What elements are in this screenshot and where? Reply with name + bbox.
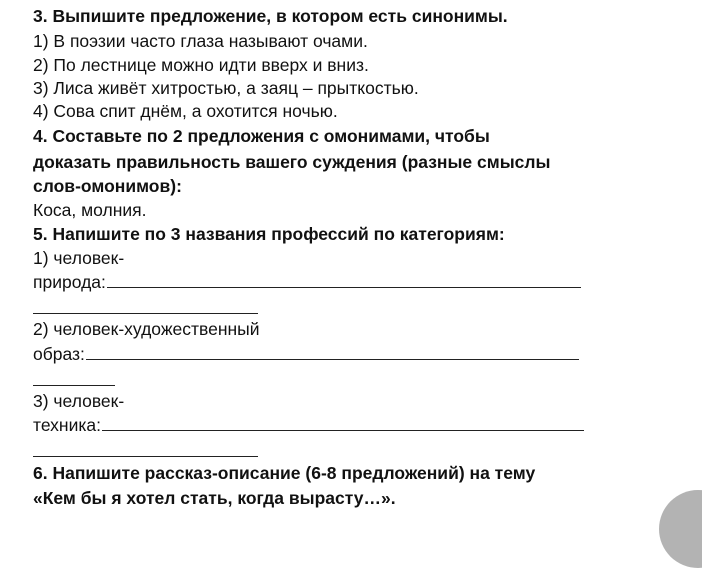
task4-heading-line-3: слов-омонимов): [33, 176, 182, 196]
task6-heading-line-2: «Кем бы я хотел стать, когда вырасту…». [33, 488, 396, 508]
task3-heading: 3. Выпишите предложение, в котором есть синонимы. [33, 6, 508, 26]
task5-item-3-category: техника: [33, 415, 101, 435]
task4-heading-line-2: доказать правильность вашего суждения (разные смыслы [33, 152, 551, 172]
answer-blank [86, 344, 579, 360]
task3-option-2: 2) По лестнице можно идти вверх и вниз. [33, 55, 369, 75]
answer-blank-continuation [33, 313, 258, 314]
task5-item-1-category: природа: [33, 272, 106, 292]
task4-heading-line-1: 4. Составьте по 2 предложения с омонимами, чтобы [33, 126, 490, 146]
task5-item-3-label: 3) человек- [33, 391, 125, 411]
task5-item-2-label: 2) человек-художественный [33, 319, 260, 339]
task5-item-2-answer-line [33, 343, 579, 365]
task5-heading: 5. Напишите по 3 названия профессий по категориям: [33, 224, 505, 244]
answer-blank-continuation [33, 385, 115, 386]
answer-blank-continuation [33, 456, 258, 457]
task5-item-2-category: образ: [33, 344, 85, 364]
task5-item-1-label: 1) человек- [33, 248, 125, 268]
task5-item-3-answer-line [33, 414, 584, 436]
answer-blank [107, 272, 581, 288]
task3-option-1: 1) В поэзии часто глаза называют очами. [33, 31, 368, 51]
task4-words: Коса, молния. [33, 200, 147, 220]
task3-option-3: 3) Лиса живёт хитростью, а заяц – прыткостью. [33, 78, 419, 98]
corner-circle [659, 490, 702, 568]
answer-blank [102, 415, 584, 431]
task5-item-1-answer-line [33, 271, 581, 293]
task6-heading-line-1: 6. Напишите рассказ-описание (6-8 предложений) на тему [33, 463, 536, 483]
task3-option-4: 4) Сова спит днём, а охотится ночью. [33, 101, 338, 121]
